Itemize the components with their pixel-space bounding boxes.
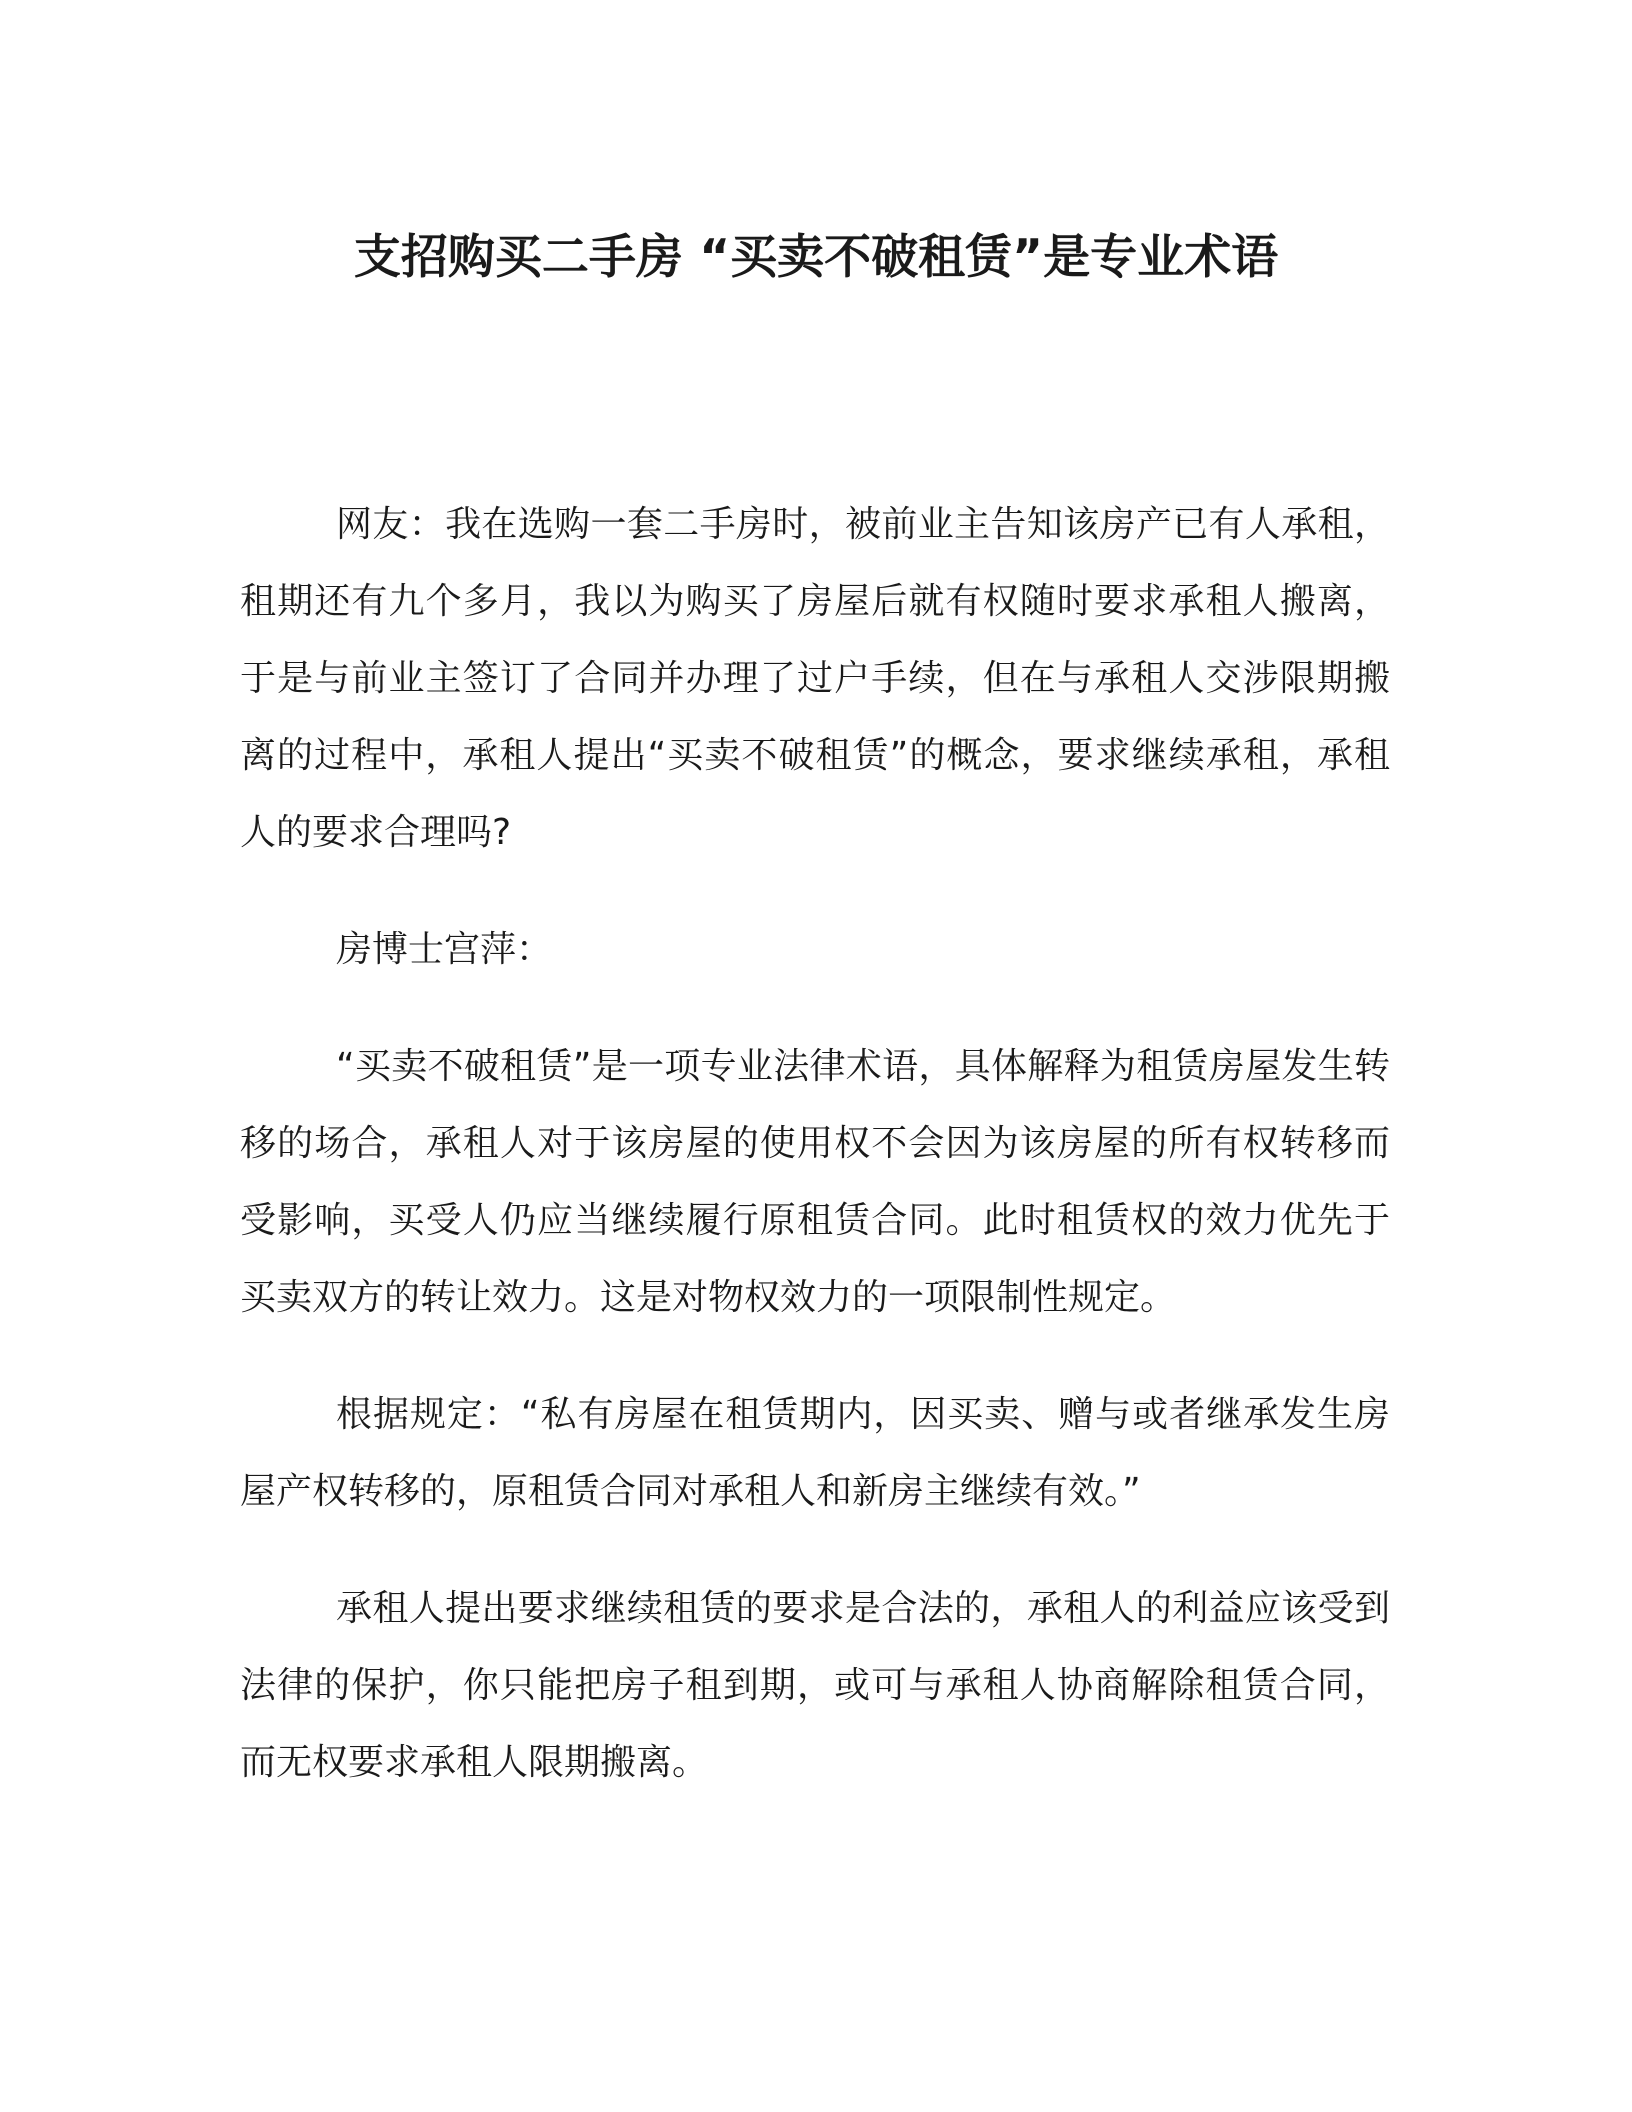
paragraph-answer-author: 房博士宫萍： (336, 929, 553, 970)
document-title: 支招购买二手房 “买卖不破租赁”是专业术语 (353, 230, 1279, 285)
paragraph-question: 网友：我在选购一套二手房时，被前业主告知该房产已有人承租，租期还有九个多月，我以为购买了房屋后就有权随时要求承租人搬离，于是与前业主签订了合同并办理了过户手续，但在与承租人交涉限期搬离的过程中，承租人提出“买卖不破租赁”的概念，要求继续承租，承租人的要求合理吗? (240, 504, 1390, 853)
paragraph-conclusion: 承租人提出要求继续租赁的要求是合法的，承租人的利益应该受到法律的保护，你只能把房子租到期，或可与承租人协商解除租赁合同，而无权要求承租人限期搬离。 (240, 1588, 1390, 1783)
document-body (240, 486, 1390, 1841)
paragraph-explanation: “买卖不破租赁”是一项专业法律术语，具体解释为租赁房屋发生转移的场合，承租人对于该房屋的使用权不会因为该房屋的所有权转移而受影响，买受人仍应当继续履行原租赁合同。此时租赁权的效力优先于买卖双方的转让效力。这是对物权效力的一项限制性规定。 (240, 1046, 1390, 1318)
paragraph-regulation: 根据规定：“私有房屋在租赁期内，因买卖、赠与或者继承发生房屋产权转移的，原租赁合同对承租人和新房主继续有效。” (240, 1394, 1390, 1512)
